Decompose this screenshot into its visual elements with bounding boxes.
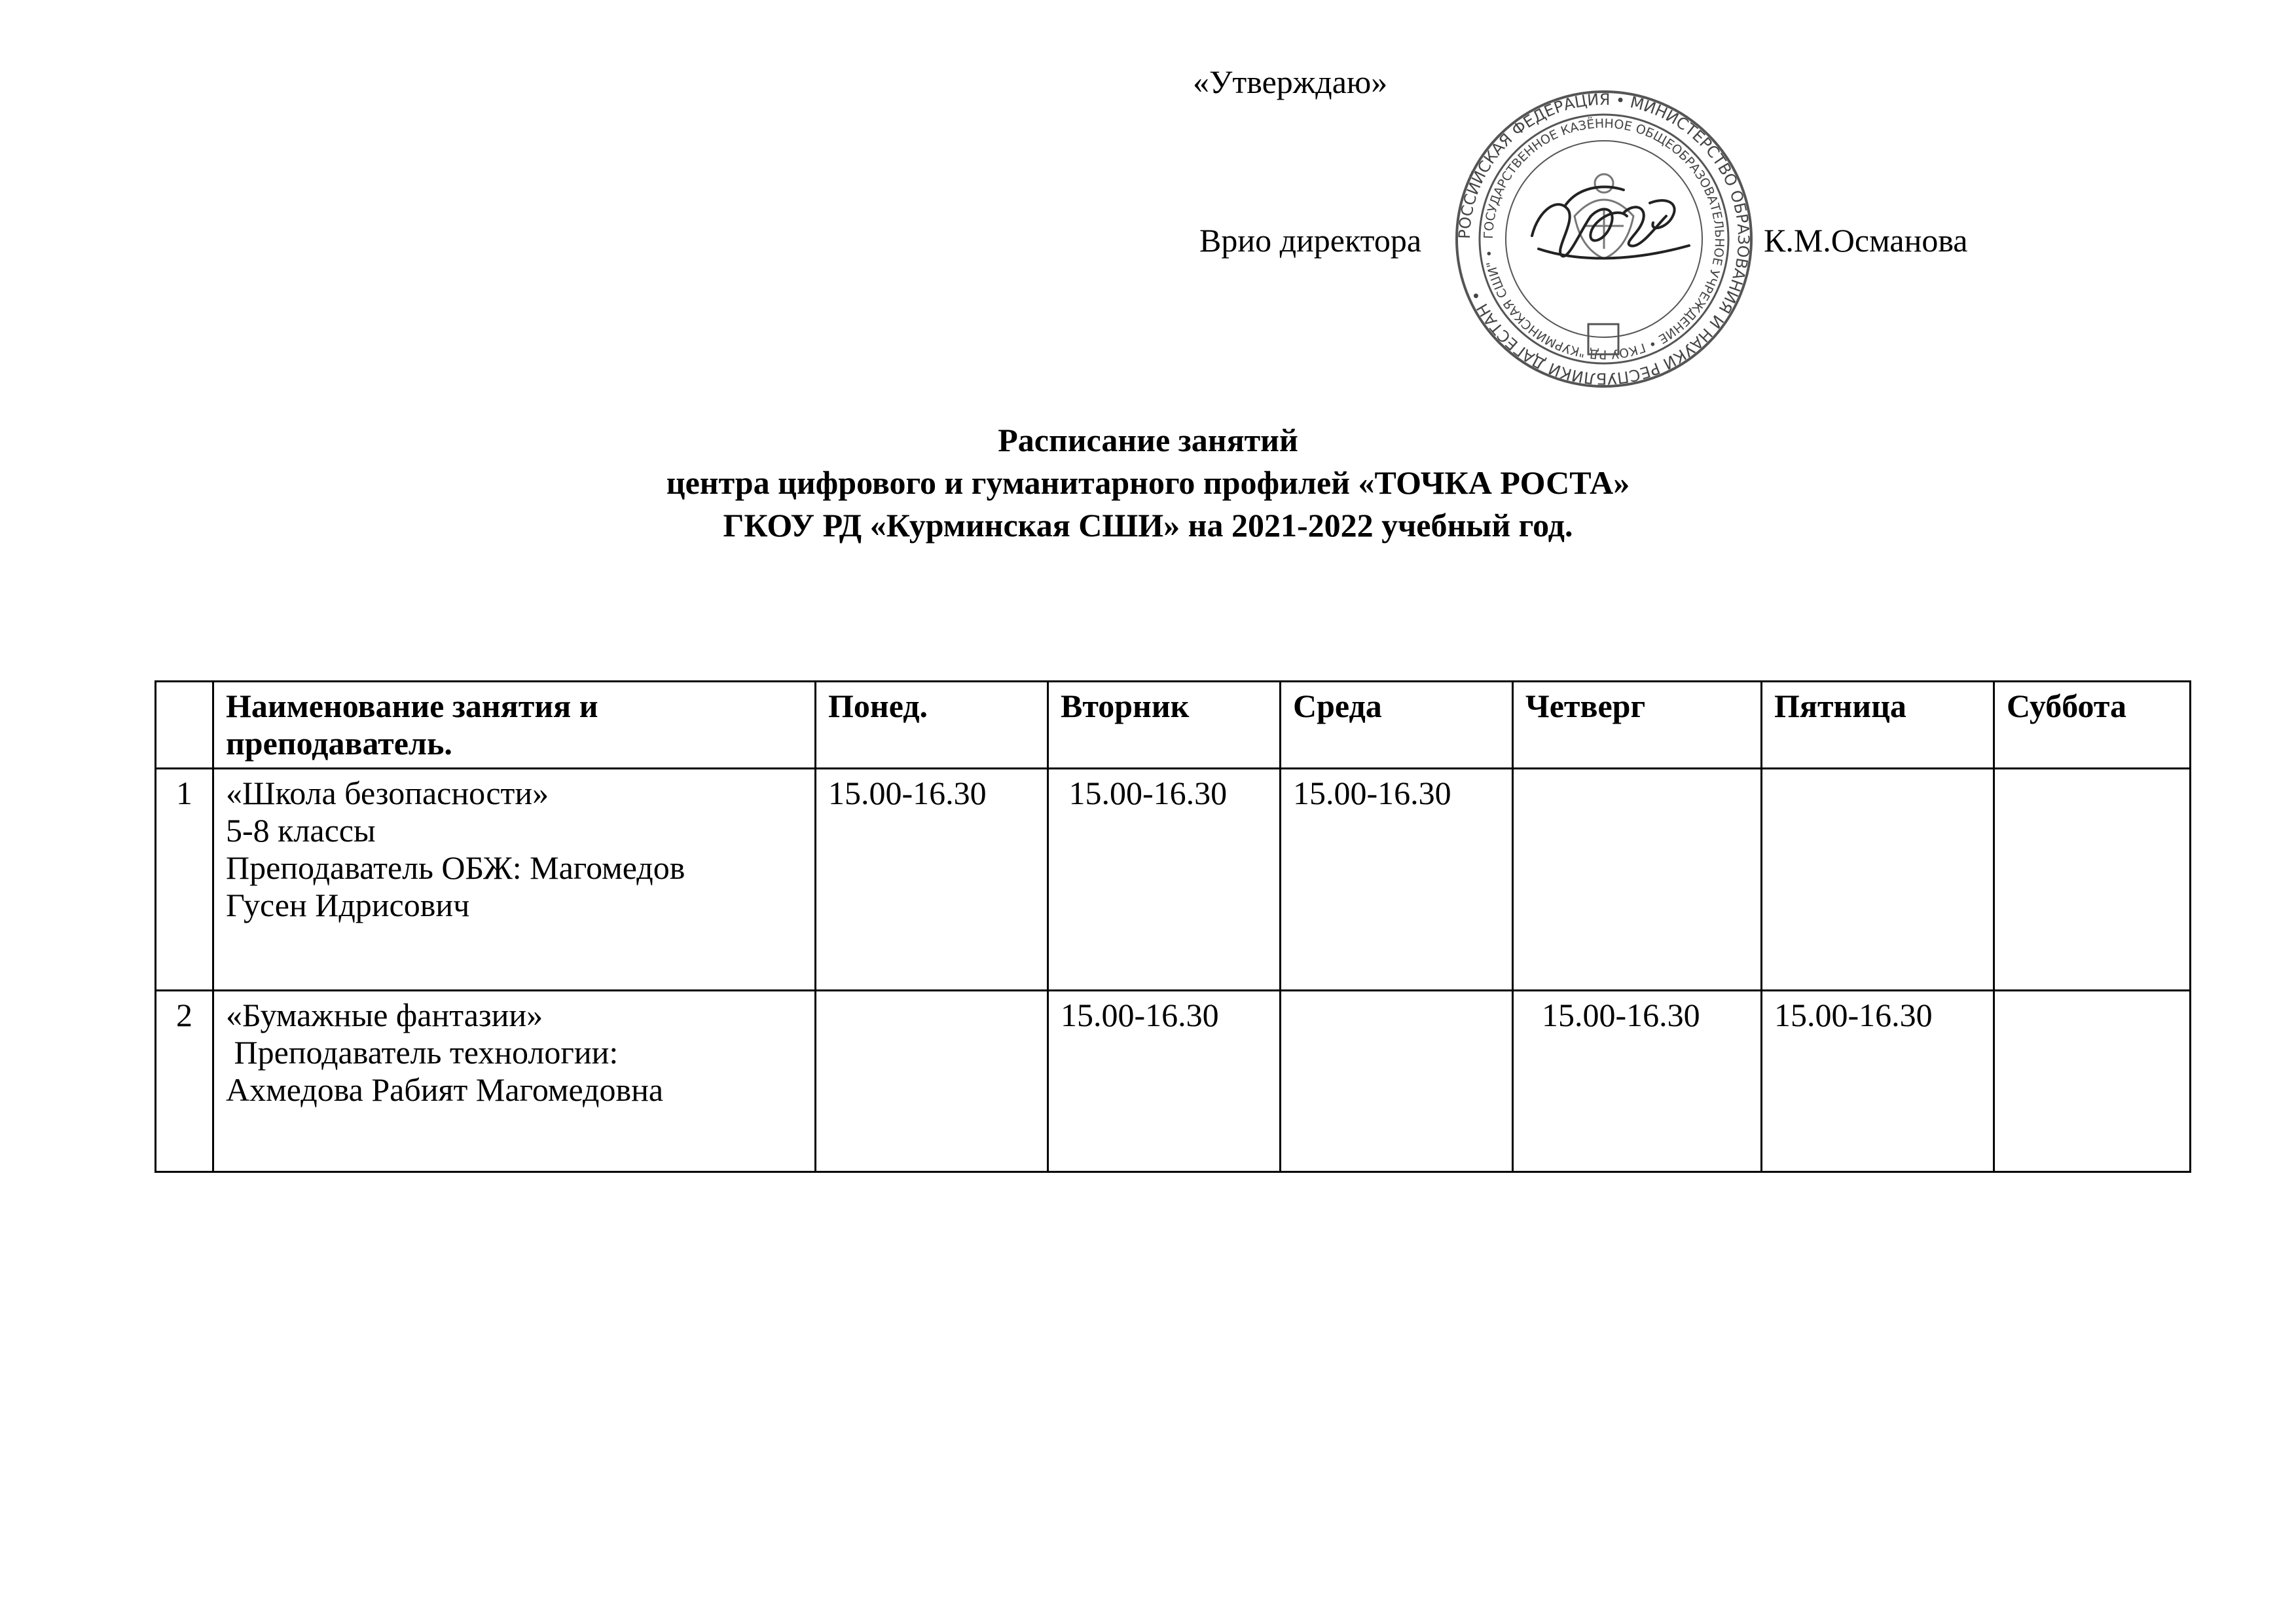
cell-sat — [1994, 991, 2191, 1172]
activity-title: «Бумажные фантазии» — [226, 997, 543, 1033]
table-header-row — [156, 682, 2191, 769]
director-name: К.М.Османова — [1764, 222, 1968, 259]
cell-wed: 15.00-16.30 — [1281, 769, 1513, 991]
director-title: Врио директора — [1199, 222, 1422, 259]
cell-fri — [1762, 769, 1994, 991]
header-tue: Вторник — [1048, 682, 1281, 769]
header-fri: Пятница — [1762, 682, 1994, 769]
activity-title: «Школа безопасности» — [226, 775, 549, 811]
cell-fri: 15.00-16.30 — [1762, 991, 1994, 1172]
header-sat: Суббота — [1994, 682, 2191, 769]
activity-name-cell — [213, 991, 816, 1172]
cell-wed — [1281, 991, 1513, 1172]
title-line-3: ГКОУ РД «Курминская СШИ» на 2021-2022 учебный год. — [723, 507, 1573, 544]
header-name: Наименование занятия и преподаватель. — [213, 682, 816, 769]
document-title — [0, 419, 2296, 547]
cell-mon — [816, 991, 1048, 1172]
title-line-1: Расписание занятий — [998, 422, 1298, 458]
header-num — [156, 682, 213, 769]
cell-tue: 15.00-16.30 — [1048, 769, 1281, 991]
row-number: 1 — [156, 769, 213, 991]
title-line-2: центра цифрового и гуманитарного профилей «ТОЧКА РОСТА» — [666, 464, 1630, 501]
activity-teacher-line: Преподаватель ОБЖ: Магомедов — [226, 849, 685, 886]
activity-grades: 5-8 классы — [226, 812, 376, 849]
header-mon: Понед. — [816, 682, 1048, 769]
activity-teacher-line: Преподаватель технологии: — [226, 1034, 619, 1071]
table-row — [156, 769, 2191, 991]
svg-text:ГОСУДАРСТВЕННОЕ КАЗЁННОЕ ОБЩЕО: ГОСУДАРСТВЕННОЕ КАЗЁННОЕ ОБЩЕОБРАЗОВАТЕЛЬНОЕ УЧРЕЖДЕНИЕ • ГКОУ РД "КУРМИНСКАЯ СШИ" • — [1481, 116, 1727, 362]
svg-text:РОССИЙСКАЯ ФЕДЕРАЦИЯ • МИНИСТЕ: РОССИЙСКАЯ ФЕДЕРАЦИЯ • МИНИСТЕРСТВО ОБРАЗОВАНИЯ И НАУКИ РЕСПУБЛИКИ ДАГЕСТАН • — [1455, 90, 1753, 388]
activity-teacher-line: Гусен Идрисович — [226, 887, 470, 923]
cell-thu — [1513, 769, 1762, 991]
official-stamp — [1434, 85, 1774, 393]
header-wed: Среда — [1281, 682, 1513, 769]
header-thu: Четверг — [1513, 682, 1762, 769]
schedule-table — [155, 680, 2191, 1173]
activity-teacher-line: Ахмедова Рабият Магомедовна — [226, 1071, 664, 1108]
cell-sat — [1994, 769, 2191, 991]
approve-label: «Утверждаю» — [1193, 64, 1388, 100]
cell-thu: 15.00-16.30 — [1513, 991, 1762, 1172]
table-row — [156, 991, 2191, 1172]
cell-mon: 15.00-16.30 — [816, 769, 1048, 991]
activity-name-cell — [213, 769, 816, 991]
row-number: 2 — [156, 991, 213, 1172]
cell-tue: 15.00-16.30 — [1048, 991, 1281, 1172]
